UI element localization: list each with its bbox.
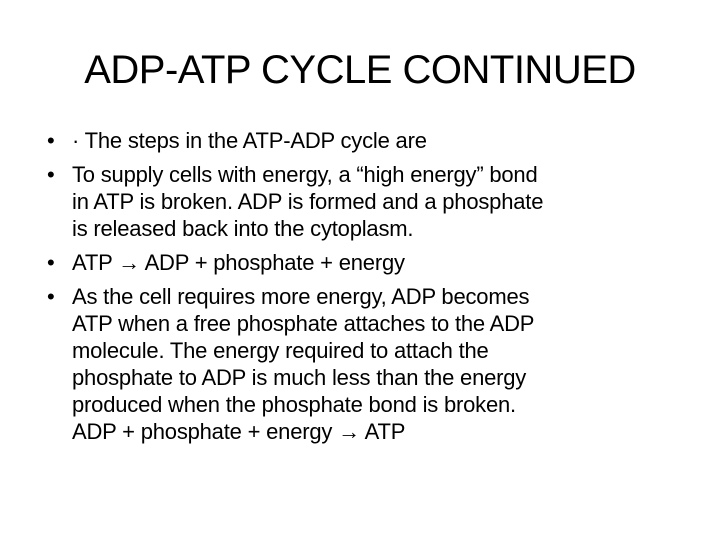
bullet-text: ATP → ADP + phosphate + energy: [72, 250, 405, 275]
bullet-dot-icon: •: [47, 128, 55, 153]
bullet-dot-icon: •: [47, 162, 55, 187]
bullet-item: [47, 127, 687, 154]
bullet-text: · The steps in the ATP-ADP cycle are: [72, 128, 427, 153]
slide-title: ADP-ATP CYCLE CONTINUED: [84, 48, 636, 92]
bullet-dot-icon: •: [47, 284, 55, 309]
bullet-dot-icon: •: [47, 250, 55, 275]
bullet-list: [47, 127, 687, 452]
bullet-item: [47, 161, 687, 242]
bullet-item: [47, 249, 687, 276]
bullet-item: [47, 283, 687, 445]
bullet-text: As the cell requires more energy, ADP becomes ATP when a free phosphate attaches to the ADP molecule. The energy required to attach the phosphate to ADP is much less than the energy produced when the phosphate bond is broken. ADP + phosphate + energy → ATP: [72, 284, 535, 444]
bullet-text: To supply cells with energy, a “high energy” bond in ATP is broken. ADP is formed and a phosphate is released back into the cytoplasm.: [72, 162, 544, 241]
